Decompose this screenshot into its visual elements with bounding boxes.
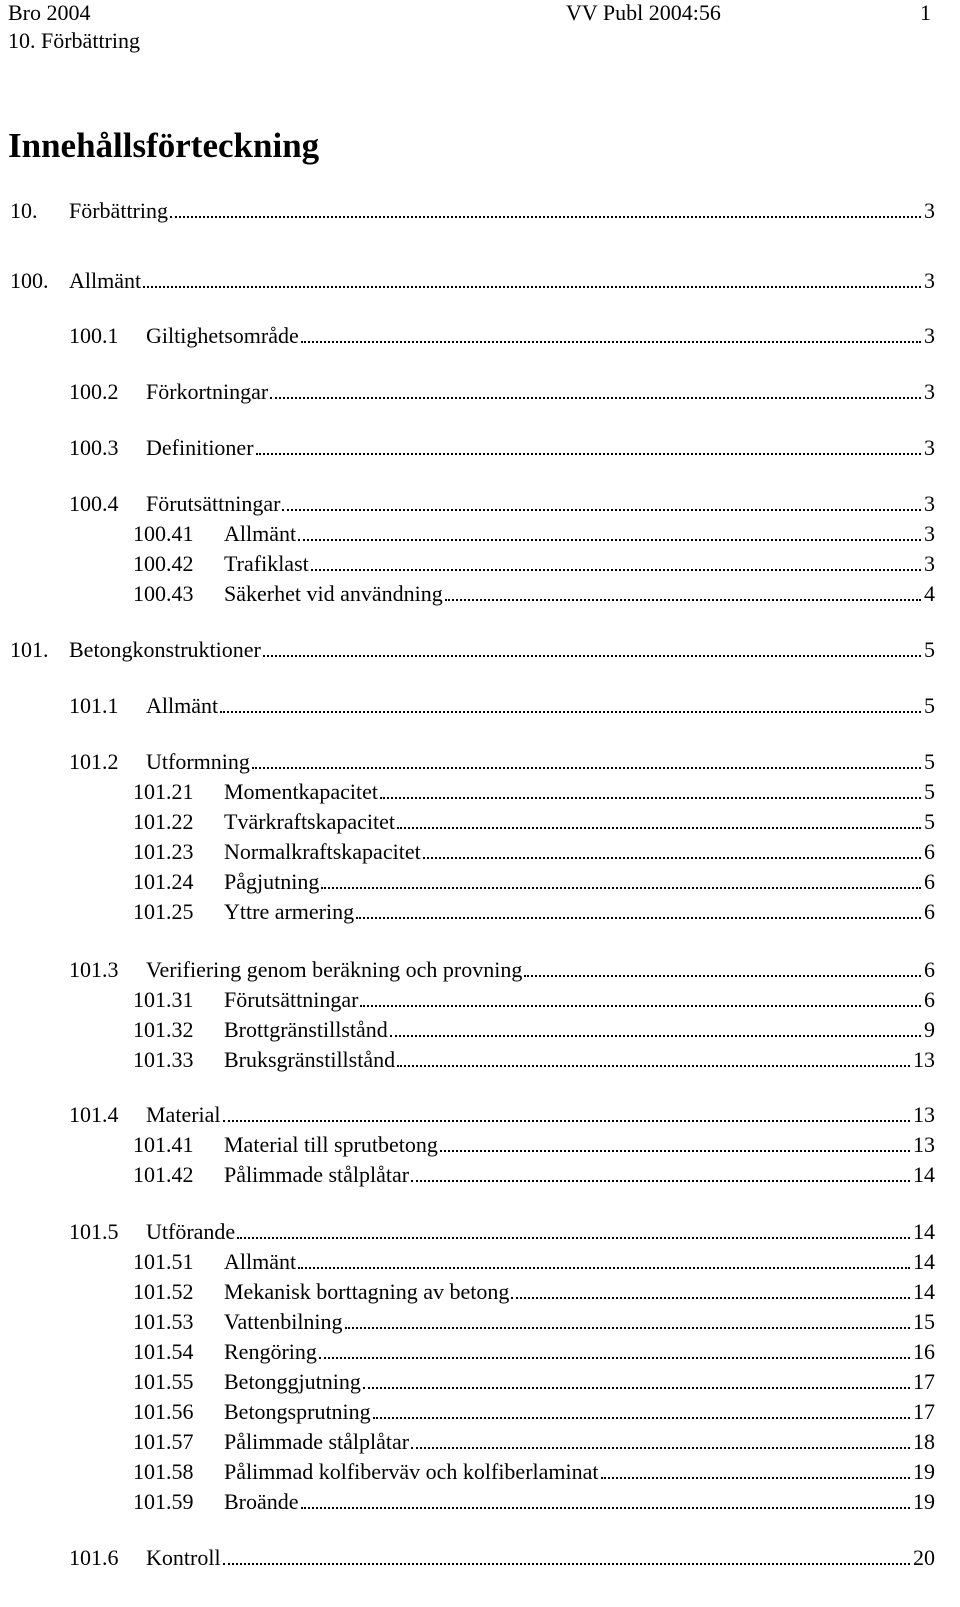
toc-entry-number: 101.32 [133, 1017, 194, 1042]
toc-entry-number: 101.22 [133, 809, 194, 834]
toc-entry-title: Giltighetsområde [146, 321, 299, 351]
toc-entry-body [146, 1217, 935, 1247]
toc-entry-body [224, 1427, 935, 1457]
toc-entry-body [224, 1015, 935, 1045]
toc-entry-number: 101.41 [133, 1132, 194, 1157]
toc-entry-number: 101.54 [133, 1339, 194, 1364]
toc-entry-page: 3 [924, 268, 935, 293]
toc-dot-leader [390, 1034, 921, 1037]
toc-entry-page: 6 [924, 839, 935, 864]
toc-dot-leader [301, 1506, 910, 1509]
toc-entry-number: 100.43 [133, 581, 194, 606]
toc-entry[interactable] [0, 777, 960, 807]
toc-entry-page: 5 [924, 749, 935, 774]
toc-entry-title: Rengöring [224, 1337, 317, 1367]
toc-entry-number: 101.6 [69, 1545, 119, 1570]
toc-dot-leader [356, 916, 921, 919]
running-header-publication: VV Publ 2004:56 [566, 0, 721, 25]
toc-dot-leader [282, 508, 921, 511]
toc-entry-body [146, 747, 935, 777]
toc-entry-number: 101.3 [69, 957, 119, 982]
toc-entry-page: 16 [913, 1339, 935, 1364]
toc-entry-body [146, 691, 935, 721]
toc-entry-body [224, 867, 935, 897]
toc-entry[interactable] [0, 807, 960, 837]
toc-dot-leader [237, 1236, 910, 1239]
toc-dot-leader [601, 1476, 910, 1479]
toc-entry-body [224, 1337, 935, 1367]
toc-entry-page: 18 [913, 1429, 935, 1454]
toc-entry-title: Betongkonstruktioner [69, 635, 261, 665]
running-header-page-number: 1 [920, 0, 931, 25]
toc-entry[interactable] [0, 1397, 960, 1427]
toc-entry-title: Momentkapacitet [224, 777, 378, 807]
toc-entry-body [224, 1160, 935, 1190]
toc-entry-page: 5 [924, 637, 935, 662]
toc-entry-page: 20 [913, 1545, 935, 1570]
toc-entry-title: Material till sprutbetong [224, 1130, 438, 1160]
toc-entry-page: 3 [924, 323, 935, 348]
toc-dot-leader [373, 1416, 910, 1419]
toc-entry-title: Betonggjutning [224, 1367, 361, 1397]
toc-entry[interactable] [0, 1160, 960, 1190]
toc-entry-page: 14 [913, 1162, 935, 1187]
toc-entry[interactable] [0, 1015, 960, 1045]
toc-entry[interactable] [0, 196, 960, 226]
page-title: Innehållsförteckning [8, 126, 320, 165]
toc-entry[interactable] [0, 1487, 960, 1517]
toc-entry-number: 101.31 [133, 987, 194, 1012]
toc-entry-number: 10. [10, 198, 38, 223]
toc-entry-body [69, 635, 935, 665]
toc-entry-page: 3 [924, 198, 935, 223]
toc-entry-body [224, 897, 935, 927]
toc-entry-page: 6 [924, 987, 935, 1012]
toc-entry-page: 14 [913, 1219, 935, 1244]
toc-entry-page: 17 [913, 1369, 935, 1394]
toc-entry-number: 101. [10, 637, 49, 662]
toc-entry-page: 4 [924, 581, 935, 606]
toc-entry[interactable] [0, 1130, 960, 1160]
toc-entry-number: 101.57 [133, 1429, 194, 1454]
toc-entry-title: Trafiklast [224, 549, 309, 579]
toc-entry-number: 101.56 [133, 1399, 194, 1424]
toc-entry-number: 101.23 [133, 839, 194, 864]
toc-entry-page: 13 [913, 1132, 935, 1157]
toc-dot-leader [397, 1064, 910, 1067]
toc-dot-leader [298, 1266, 910, 1269]
toc-entry-title: Kontroll [146, 1543, 221, 1573]
toc-entry-body [224, 807, 935, 837]
toc-entry[interactable] [0, 837, 960, 867]
toc-entry-body [224, 519, 935, 549]
toc-entry-page: 3 [924, 521, 935, 546]
toc-entry-number: 101.58 [133, 1459, 194, 1484]
toc-entry-title: Bruksgränstillstånd [224, 1045, 395, 1075]
toc-entry-body [224, 579, 935, 609]
toc-dot-leader [380, 796, 921, 799]
toc-entry-title: Broände [224, 1487, 299, 1517]
toc-dot-leader [298, 538, 921, 541]
toc-entry-body [69, 196, 935, 226]
toc-entry-page: 14 [913, 1249, 935, 1274]
toc-entry-body [224, 1307, 935, 1337]
toc-dot-leader [143, 285, 921, 288]
toc-entry[interactable] [0, 1045, 960, 1075]
toc-entry-title: Yttre armering [224, 897, 354, 927]
toc-entry[interactable] [0, 579, 960, 609]
toc-entry[interactable] [0, 266, 960, 296]
toc-entry-body [224, 1397, 935, 1427]
toc-entry-title: Pålimmade stålplåtar [224, 1427, 409, 1457]
toc-entry-title: Brottgränstillstånd [224, 1015, 388, 1045]
toc-entry[interactable] [0, 1307, 960, 1337]
toc-entry-body [224, 777, 935, 807]
toc-entry[interactable] [0, 519, 960, 549]
toc-dot-leader [223, 1562, 910, 1565]
toc-entry-page: 6 [924, 957, 935, 982]
toc-entry-page: 5 [924, 809, 935, 834]
toc-entry-number: 101.5 [69, 1219, 119, 1244]
toc-entry-title: Förbättring [69, 196, 168, 226]
toc-entry-title: Material [146, 1100, 221, 1130]
toc-entry-number: 101.25 [133, 899, 194, 924]
toc-entry[interactable] [0, 1427, 960, 1457]
toc-entry-body [146, 1543, 935, 1573]
toc-entry-body [69, 266, 935, 296]
toc-dot-leader [263, 654, 921, 657]
toc-dot-leader [311, 568, 921, 571]
toc-entry-title: Normalkraftskapacitet [224, 837, 421, 867]
running-header-chapter: 10. Förbättring [8, 28, 140, 53]
toc-entry-page: 6 [924, 899, 935, 924]
toc-entry[interactable] [0, 1277, 960, 1307]
toc-entry-page: 3 [924, 435, 935, 460]
toc-entry-body [224, 1457, 935, 1487]
toc-entry[interactable] [0, 1247, 960, 1277]
toc-entry-title: Pågjutning [224, 867, 319, 897]
toc-entry-title: Betongsprutning [224, 1397, 371, 1427]
toc-entry-number: 101.24 [133, 869, 194, 894]
toc-entry[interactable] [0, 1217, 960, 1247]
toc-entry-number: 101.33 [133, 1047, 194, 1072]
toc-entry-body [146, 433, 935, 463]
toc-entry[interactable] [0, 1367, 960, 1397]
toc-entry-number: 101.21 [133, 779, 194, 804]
toc-entry[interactable] [0, 691, 960, 721]
toc-entry-number: 101.4 [69, 1102, 119, 1127]
toc-dot-leader [423, 856, 921, 859]
toc-entry-page: 9 [924, 1017, 935, 1042]
toc-entry[interactable] [0, 1100, 960, 1130]
toc-dot-leader [397, 826, 921, 829]
toc-dot-leader [170, 215, 921, 218]
toc-entry-body [146, 955, 935, 985]
toc-entry-page: 14 [913, 1279, 935, 1304]
toc-entry-body [224, 1277, 935, 1307]
toc-entry[interactable] [0, 549, 960, 579]
toc-entry-body [224, 1045, 935, 1075]
toc-entry-page: 17 [913, 1399, 935, 1424]
toc-entry-page: 5 [924, 779, 935, 804]
toc-dot-leader [360, 1004, 921, 1007]
toc-entry-page: 3 [924, 491, 935, 516]
toc-entry-body [146, 1100, 935, 1130]
toc-entry-title: Förutsättningar [146, 489, 280, 519]
toc-entry-number: 100.42 [133, 551, 194, 576]
toc-entry-title: Förkortningar [146, 377, 268, 407]
toc-entry-number: 101.42 [133, 1162, 194, 1187]
toc-entry-number: 100.3 [69, 435, 119, 460]
toc-entry-title: Allmänt [224, 519, 296, 549]
toc-entry-page: 3 [924, 551, 935, 576]
toc-entry[interactable] [0, 1337, 960, 1367]
toc-entry-number: 101.51 [133, 1249, 194, 1274]
toc-entry-title: Allmänt [224, 1247, 296, 1277]
toc-entry-title: Pålimmad kolfiberväv och kolfiberlaminat [224, 1457, 599, 1487]
toc-entry[interactable] [0, 635, 960, 665]
toc-entry-body [224, 837, 935, 867]
toc-entry-title: Tvärkraftskapacitet [224, 807, 395, 837]
toc-entry-number: 101.59 [133, 1489, 194, 1514]
toc-entry-body [146, 489, 935, 519]
toc-entry-body [224, 985, 935, 1015]
toc-entry-body [146, 377, 935, 407]
toc-entry-number: 100.41 [133, 521, 194, 546]
toc-dot-leader [321, 886, 921, 889]
toc-entry-page: 5 [924, 693, 935, 718]
toc-entry-page: 3 [924, 379, 935, 404]
toc-entry[interactable] [0, 321, 960, 351]
toc-entry[interactable] [0, 1543, 960, 1573]
toc-dot-leader [223, 1119, 910, 1122]
toc-entry-title: Allmänt [69, 266, 141, 296]
toc-entry-title: Allmänt [146, 691, 218, 721]
toc-entry[interactable] [0, 377, 960, 407]
toc-dot-leader [363, 1386, 910, 1389]
toc-dot-leader [256, 452, 921, 455]
toc-entry-body [224, 1247, 935, 1277]
toc-dot-leader [345, 1326, 910, 1329]
toc-entry-page: 13 [913, 1047, 935, 1072]
toc-dot-leader [445, 598, 921, 601]
toc-entry[interactable] [0, 897, 960, 927]
toc-entry-page: 15 [913, 1309, 935, 1334]
toc-entry-title: Mekanisk borttagning av betong [224, 1277, 509, 1307]
toc-entry[interactable] [0, 867, 960, 897]
toc-entry-number: 100.2 [69, 379, 119, 404]
toc-dot-leader [411, 1179, 910, 1182]
toc-entry-body [224, 1487, 935, 1517]
toc-entry-number: 101.53 [133, 1309, 194, 1334]
toc-entry-title: Definitioner [146, 433, 254, 463]
toc-entry-number: 100.4 [69, 491, 119, 516]
toc-dot-leader [220, 710, 921, 713]
toc-entry-title: Förutsättningar [224, 985, 358, 1015]
toc-entry[interactable] [0, 489, 960, 519]
toc-entry-title: Utförande [146, 1217, 235, 1247]
toc-dot-leader [319, 1356, 910, 1359]
toc-entry[interactable] [0, 747, 960, 777]
toc-entry[interactable] [0, 955, 960, 985]
toc-entry-number: 101.2 [69, 749, 119, 774]
toc-entry-title: Verifiering genom beräkning och provning [146, 955, 522, 985]
toc-entry-number: 100. [10, 268, 49, 293]
toc-entry[interactable] [0, 433, 960, 463]
toc-entry-body [146, 321, 935, 351]
toc-entry-number: 101.52 [133, 1279, 194, 1304]
toc-entry-number: 100.1 [69, 323, 119, 348]
toc-entry-title: Pålimmade stålplåtar [224, 1160, 409, 1190]
toc-entry-page: 6 [924, 869, 935, 894]
toc-dot-leader [524, 974, 921, 977]
running-header-left: Bro 2004 [8, 0, 91, 25]
toc-entry-body [224, 1130, 935, 1160]
toc-entry-title: Vattenbilning [224, 1307, 343, 1337]
toc-entry-body [224, 1367, 935, 1397]
toc-entry-number: 101.1 [69, 693, 119, 718]
toc-entry-body [224, 549, 935, 579]
toc-entry-page: 13 [913, 1102, 935, 1127]
toc-entry-page: 19 [913, 1489, 935, 1514]
toc-dot-leader [411, 1446, 910, 1449]
toc-entry-title: Säkerhet vid användning [224, 579, 443, 609]
toc-entry[interactable] [0, 1457, 960, 1487]
toc-dot-leader [252, 766, 921, 769]
toc-dot-leader [270, 396, 921, 399]
toc-entry[interactable] [0, 985, 960, 1015]
toc-dot-leader [301, 340, 921, 343]
toc-entry-number: 101.55 [133, 1369, 194, 1394]
toc-entry-page: 19 [913, 1459, 935, 1484]
toc-entry-title: Utformning [146, 747, 250, 777]
toc-dot-leader [440, 1149, 910, 1152]
toc-dot-leader [511, 1296, 910, 1299]
